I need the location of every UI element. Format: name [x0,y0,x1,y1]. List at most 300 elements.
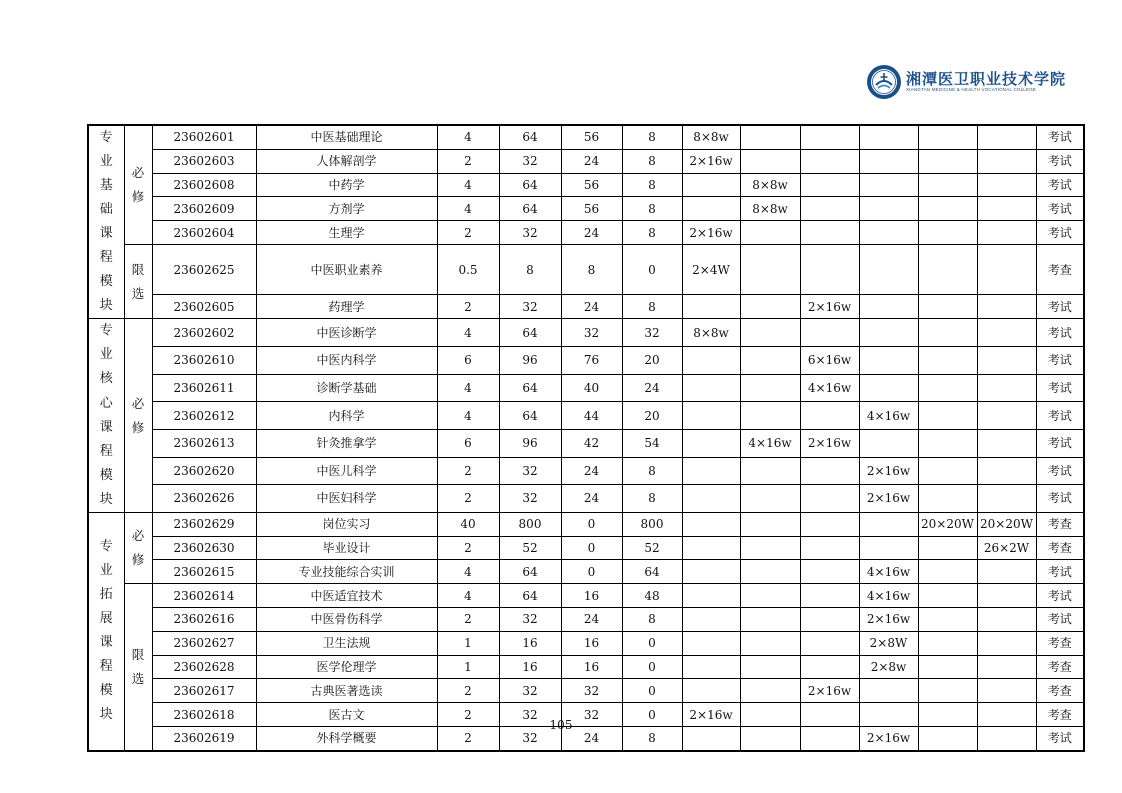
semester-4 [859,429,918,457]
semester-2 [740,295,800,319]
semester-3 [800,560,859,584]
semester-2 [740,607,800,631]
assessment: 考试 [1036,319,1084,347]
course-type-cell [124,125,152,244]
practice-hours: 0 [622,679,682,703]
assessment: 考试 [1036,347,1084,375]
total-hours: 64 [499,319,561,347]
course-name: 中药学 [256,173,437,197]
semester-1 [682,457,740,485]
course-name: 古典医著选读 [256,679,437,703]
course-code: 23602617 [152,679,256,703]
practice-hours: 8 [622,197,682,221]
semester-1: 2×4W [682,244,740,294]
credits: 4 [437,173,499,197]
semester-6 [977,149,1036,173]
theory-hours: 56 [561,197,622,221]
semester-5 [918,560,977,584]
credits: 2 [437,726,499,750]
semester-3 [800,173,859,197]
total-hours: 32 [499,485,561,513]
semester-6 [977,347,1036,375]
semester-2 [740,560,800,584]
course-code: 23602628 [152,655,256,679]
semester-1 [682,173,740,197]
practice-hours: 8 [622,149,682,173]
semester-5 [918,244,977,294]
total-hours: 800 [499,512,561,536]
credits: 4 [437,560,499,584]
credits: 4 [437,402,499,430]
course-plan-table [87,124,1085,752]
semester-3 [800,607,859,631]
credits: 2 [437,536,499,560]
credits: 4 [437,125,499,149]
total-hours: 64 [499,197,561,221]
semester-2 [740,584,800,608]
semester-5 [918,149,977,173]
course-name: 针灸推拿学 [256,429,437,457]
semester-3 [800,221,859,245]
course-code: 23602615 [152,560,256,584]
semester-6 [977,560,1036,584]
table-row [88,347,1084,375]
semester-5 [918,319,977,347]
semester-1 [682,560,740,584]
course-name: 毕业设计 [256,536,437,560]
total-hours: 64 [499,173,561,197]
semester-3 [800,457,859,485]
table-row [88,125,1084,149]
semester-1: 2×16w [682,703,740,727]
semester-5 [918,429,977,457]
course-type: 限 选 [131,261,145,301]
theory-hours: 0 [561,536,622,560]
practice-hours: 8 [622,125,682,149]
table-row [88,560,1084,584]
total-hours: 32 [499,221,561,245]
semester-6 [977,584,1036,608]
course-name: 中医适宜技术 [256,584,437,608]
practice-hours: 48 [622,584,682,608]
course-code: 23602602 [152,319,256,347]
semester-2 [740,679,800,703]
semester-2 [740,149,800,173]
course-code: 23602616 [152,607,256,631]
credits: 4 [437,584,499,608]
practice-hours: 8 [622,726,682,750]
semester-3 [800,512,859,536]
practice-hours: 20 [622,402,682,430]
semester-4 [859,221,918,245]
course-code: 23602613 [152,429,256,457]
semester-6 [977,402,1036,430]
semester-5 [918,197,977,221]
total-hours: 32 [499,726,561,750]
course-name: 内科学 [256,402,437,430]
credits: 4 [437,374,499,402]
semester-4 [859,197,918,221]
semester-2 [740,244,800,294]
semester-3: 2×16w [800,429,859,457]
table-row [88,429,1084,457]
theory-hours: 0 [561,560,622,584]
course-name: 外科学概要 [256,726,437,750]
table-row [88,485,1084,513]
semester-2 [740,536,800,560]
semester-2 [740,485,800,513]
semester-2 [740,374,800,402]
assessment: 考试 [1036,485,1084,513]
course-code: 23602612 [152,402,256,430]
assessment: 考试 [1036,402,1084,430]
semester-2 [740,402,800,430]
course-code: 23602604 [152,221,256,245]
semester-2 [740,319,800,347]
semester-2 [740,125,800,149]
semester-1 [682,402,740,430]
total-hours: 64 [499,402,561,430]
semester-1 [682,512,740,536]
semester-1 [682,536,740,560]
semester-1: 8×8w [682,319,740,347]
credits: 2 [437,485,499,513]
semester-3: 2×16w [800,679,859,703]
semester-2: 4×16w [740,429,800,457]
credits: 2 [437,149,499,173]
semester-4 [859,173,918,197]
semester-3 [800,149,859,173]
theory-hours: 56 [561,173,622,197]
theory-hours: 44 [561,402,622,430]
semester-2 [740,512,800,536]
credits: 2 [437,221,499,245]
table-row [88,149,1084,173]
semester-4: 2×16w [859,607,918,631]
semester-5 [918,655,977,679]
assessment: 考查 [1036,655,1084,679]
semester-3 [800,244,859,294]
theory-hours: 24 [561,726,622,750]
table-row [88,607,1084,631]
theory-hours: 32 [561,319,622,347]
theory-hours: 24 [561,221,622,245]
table-row [88,197,1084,221]
semester-6 [977,655,1036,679]
credits: 4 [437,197,499,221]
semester-6 [977,679,1036,703]
practice-hours: 8 [622,485,682,513]
table-row [88,457,1084,485]
theory-hours: 24 [561,485,622,513]
credits: 0.5 [437,244,499,294]
semester-5 [918,295,977,319]
semester-5 [918,173,977,197]
assessment: 考查 [1036,512,1084,536]
total-hours: 52 [499,536,561,560]
practice-hours: 800 [622,512,682,536]
credits: 2 [437,295,499,319]
module-name: 专 业 拓 展 课 程 模 块 [99,539,113,723]
total-hours: 32 [499,295,561,319]
semester-6 [977,244,1036,294]
semester-2 [740,457,800,485]
semester-1 [682,631,740,655]
assessment: 考查 [1036,631,1084,655]
semester-5 [918,221,977,245]
total-hours: 32 [499,149,561,173]
semester-4: 2×8W [859,631,918,655]
credits: 2 [437,607,499,631]
assessment: 考试 [1036,125,1084,149]
theory-hours: 16 [561,655,622,679]
semester-3 [800,125,859,149]
course-name: 岗位实习 [256,512,437,536]
semester-5 [918,485,977,513]
course-code: 23602620 [152,457,256,485]
practice-hours: 20 [622,347,682,375]
practice-hours: 0 [622,703,682,727]
assessment: 考查 [1036,679,1084,703]
semester-4 [859,347,918,375]
semester-6 [977,319,1036,347]
semester-3 [800,631,859,655]
semester-6 [977,221,1036,245]
semester-4 [859,295,918,319]
semester-4: 4×16w [859,402,918,430]
practice-hours: 24 [622,374,682,402]
semester-6 [977,173,1036,197]
course-type: 限 选 [131,647,145,686]
course-code: 23602627 [152,631,256,655]
semester-3 [800,197,859,221]
semester-4: 4×16w [859,560,918,584]
course-code: 23602605 [152,295,256,319]
module-name-cell [88,125,124,319]
assessment: 考查 [1036,536,1084,560]
semester-3 [800,655,859,679]
course-code: 23602629 [152,512,256,536]
practice-hours: 0 [622,631,682,655]
semester-5 [918,631,977,655]
practice-hours: 8 [622,221,682,245]
semester-4 [859,512,918,536]
theory-hours: 42 [561,429,622,457]
semester-1 [682,485,740,513]
course-name: 中医妇科学 [256,485,437,513]
assessment: 考试 [1036,221,1084,245]
semester-5 [918,536,977,560]
semester-2: 8×8w [740,197,800,221]
semester-4 [859,679,918,703]
theory-hours: 8 [561,244,622,294]
semester-6 [977,607,1036,631]
college-name-en: XIANGTAN MEDICINE & HEALTH VOCATIONAL COLLEGE [906,87,1037,92]
semester-6 [977,197,1036,221]
course-name: 中医内科学 [256,347,437,375]
theory-hours: 24 [561,607,622,631]
total-hours: 64 [499,374,561,402]
semester-1 [682,679,740,703]
course-code: 23602601 [152,125,256,149]
credits: 2 [437,679,499,703]
semester-4 [859,244,918,294]
practice-hours: 52 [622,536,682,560]
semester-5: 20×20W [918,512,977,536]
semester-3 [800,319,859,347]
assessment: 考查 [1036,703,1084,727]
course-code: 23602609 [152,197,256,221]
semester-1 [682,607,740,631]
theory-hours: 16 [561,631,622,655]
semester-6 [977,295,1036,319]
table-row [88,295,1084,319]
course-type-cell [124,244,152,318]
semester-2 [740,221,800,245]
semester-5 [918,125,977,149]
semester-1 [682,347,740,375]
practice-hours: 0 [622,244,682,294]
practice-hours: 32 [622,319,682,347]
course-name: 方剂学 [256,197,437,221]
semester-5 [918,679,977,703]
assessment: 考查 [1036,244,1084,294]
course-type: 必 修 [131,528,145,567]
table-row [88,536,1084,560]
semester-3: 4×16w [800,374,859,402]
semester-5 [918,457,977,485]
course-code: 23602626 [152,485,256,513]
semester-5 [918,584,977,608]
theory-hours: 24 [561,295,622,319]
assessment: 考试 [1036,726,1084,750]
semester-3 [800,485,859,513]
course-code: 23602614 [152,584,256,608]
course-name: 中医诊断学 [256,319,437,347]
theory-hours: 32 [561,679,622,703]
semester-6 [977,125,1036,149]
assessment: 考试 [1036,295,1084,319]
course-name: 药理学 [256,295,437,319]
table-row [88,374,1084,402]
table-row [88,319,1084,347]
semester-1: 2×16w [682,221,740,245]
theory-hours: 24 [561,149,622,173]
semester-4 [859,374,918,402]
total-hours: 64 [499,560,561,584]
semester-6 [977,631,1036,655]
course-name: 中医职业素养 [256,244,437,294]
course-type: 必 修 [131,395,145,435]
semester-6 [977,457,1036,485]
semester-3 [800,402,859,430]
module-name-cell [88,512,124,750]
semester-4: 2×16w [859,485,918,513]
semester-1 [682,655,740,679]
module-name-cell [88,319,124,512]
college-seal-icon [866,64,902,100]
table-row [88,631,1084,655]
theory-hours: 16 [561,584,622,608]
table-row [88,679,1084,703]
semester-3: 6×16w [800,347,859,375]
semester-3: 2×16w [800,295,859,319]
credits: 40 [437,512,499,536]
total-hours: 16 [499,655,561,679]
table-row [88,655,1084,679]
semester-1 [682,374,740,402]
college-logo [866,64,1067,104]
total-hours: 8 [499,244,561,294]
total-hours: 32 [499,703,561,727]
assessment: 考试 [1036,374,1084,402]
semester-1: 8×8w [682,125,740,149]
course-name: 医古文 [256,703,437,727]
semester-4: 2×16w [859,457,918,485]
practice-hours: 54 [622,429,682,457]
total-hours: 96 [499,347,561,375]
page-number: 105 [549,718,573,732]
credits: 1 [437,655,499,679]
course-name: 医学伦理学 [256,655,437,679]
semester-6 [977,374,1036,402]
assessment: 考试 [1036,607,1084,631]
theory-hours: 40 [561,374,622,402]
practice-hours: 64 [622,560,682,584]
table-row [88,584,1084,608]
semester-1 [682,197,740,221]
course-name: 卫生法规 [256,631,437,655]
practice-hours: 8 [622,173,682,197]
theory-hours: 56 [561,125,622,149]
module-name: 专 业 基 础 课 程 模 块 [99,130,113,314]
table-row [88,221,1084,245]
semester-5 [918,607,977,631]
semester-5 [918,374,977,402]
semester-1 [682,584,740,608]
course-code: 23602610 [152,347,256,375]
assessment: 考试 [1036,149,1084,173]
credits: 1 [437,631,499,655]
assessment: 考试 [1036,584,1084,608]
semester-3 [800,536,859,560]
course-code: 23602619 [152,726,256,750]
course-code: 23602611 [152,374,256,402]
assessment: 考试 [1036,560,1084,584]
semester-2: 8×8w [740,173,800,197]
semester-5 [918,347,977,375]
semester-6: 20×20W [977,512,1036,536]
module-name: 专 业 核 心 课 程 模 块 [99,323,113,507]
table-row [88,512,1084,536]
semester-4: 2×16w [859,726,918,750]
practice-hours: 8 [622,457,682,485]
assessment: 考试 [1036,197,1084,221]
practice-hours: 8 [622,607,682,631]
credits: 6 [437,347,499,375]
semester-5 [918,402,977,430]
theory-hours: 32 [561,703,622,727]
credits: 2 [437,703,499,727]
course-name: 诊断学基础 [256,374,437,402]
assessment: 考试 [1036,429,1084,457]
assessment: 考试 [1036,173,1084,197]
semester-1: 2×16w [682,149,740,173]
semester-4 [859,536,918,560]
course-code: 23602603 [152,149,256,173]
semester-2 [740,655,800,679]
total-hours: 32 [499,457,561,485]
